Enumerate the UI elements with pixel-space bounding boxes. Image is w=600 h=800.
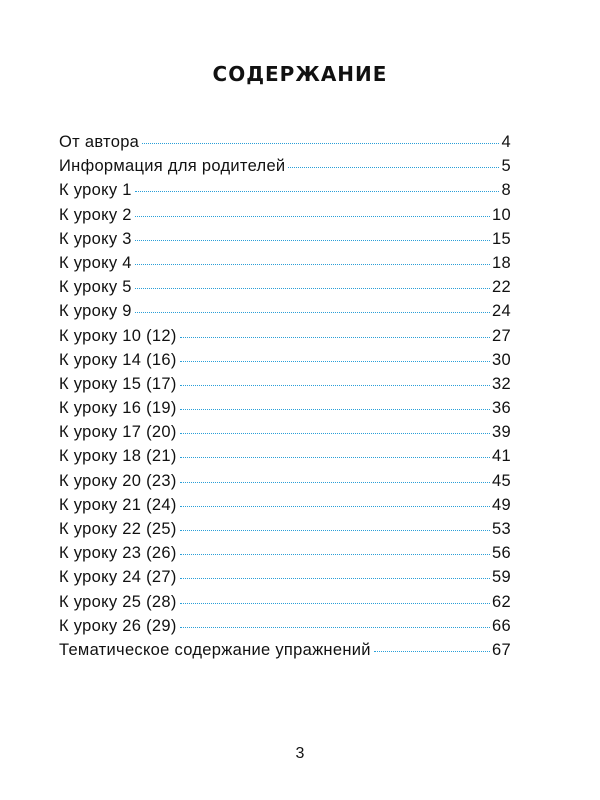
- table-of-contents: [59, 133, 511, 665]
- toc-entry-page: 66: [492, 616, 511, 635]
- dotted-leader: [180, 409, 490, 410]
- toc-entry-page: 15: [492, 229, 511, 248]
- dotted-leader: [180, 554, 490, 555]
- dotted-leader: [180, 482, 490, 483]
- dotted-leader: [180, 530, 490, 531]
- toc-entry-page: 5: [501, 157, 511, 176]
- toc-entry[interactable]: [59, 375, 511, 399]
- toc-entry[interactable]: [59, 617, 511, 641]
- dotted-leader: [180, 433, 490, 434]
- dotted-leader: [180, 627, 490, 628]
- page-number: 3: [295, 745, 305, 762]
- toc-entry[interactable]: [59, 157, 511, 181]
- dotted-leader: [180, 506, 490, 507]
- dotted-leader: [135, 216, 490, 217]
- toc-entry-page: 49: [492, 495, 511, 514]
- toc-entry-label: К уроку 20 (23): [59, 471, 177, 490]
- toc-entry-label: К уроку 9: [59, 302, 132, 321]
- dotted-leader: [374, 651, 490, 652]
- dotted-leader: [180, 603, 490, 604]
- toc-entry[interactable]: [59, 641, 511, 665]
- toc-entry[interactable]: [59, 568, 511, 592]
- toc-entry-page: 32: [492, 374, 511, 393]
- toc-entry-page: 22: [492, 278, 511, 297]
- toc-entry[interactable]: [59, 206, 511, 230]
- toc-entry-page: 30: [492, 350, 511, 369]
- dotted-leader: [180, 385, 490, 386]
- toc-entry[interactable]: [59, 447, 511, 471]
- dotted-leader: [135, 191, 499, 192]
- toc-entry[interactable]: [59, 423, 511, 447]
- toc-entry-page: 59: [492, 568, 511, 587]
- toc-entry-page: 67: [492, 640, 511, 659]
- toc-entry[interactable]: [59, 327, 511, 351]
- toc-entry-page: 39: [492, 423, 511, 442]
- toc-entry[interactable]: [59, 496, 511, 520]
- toc-entry-page: 41: [492, 447, 511, 466]
- dotted-leader: [288, 167, 499, 168]
- toc-entry-page: 53: [492, 520, 511, 538]
- dotted-leader: [135, 264, 490, 265]
- toc-entry-label: К уроку 17 (20): [59, 423, 177, 442]
- toc-entry[interactable]: [59, 472, 511, 496]
- toc-entry-label: От автора: [59, 133, 140, 151]
- dotted-leader: [135, 240, 490, 241]
- toc-entry-label: К уроку 4: [59, 253, 132, 272]
- dotted-leader: [180, 361, 490, 362]
- toc-entry-label: К уроку 15 (17): [59, 374, 177, 393]
- toc-entry-label: К уроку 18 (21): [59, 447, 177, 466]
- toc-entry-page: 10: [492, 205, 511, 224]
- toc-entry[interactable]: [59, 593, 511, 617]
- toc-entry-label: К уроку 25 (28): [59, 592, 177, 611]
- toc-entry[interactable]: [59, 351, 511, 375]
- dotted-leader: [180, 457, 490, 458]
- toc-entry-page: 27: [492, 326, 511, 345]
- toc-entry[interactable]: [59, 399, 511, 423]
- toc-entry[interactable]: [59, 278, 511, 302]
- dotted-leader: [135, 312, 490, 313]
- toc-entry-label: К уроку 21 (24): [59, 495, 177, 514]
- toc-entry-label: К уроку 2: [59, 205, 132, 224]
- toc-entry-page: 45: [492, 471, 511, 490]
- toc-entry-label: К уроку 10 (12): [59, 326, 177, 345]
- toc-entry-page: 4: [501, 133, 511, 151]
- toc-entry[interactable]: [59, 181, 511, 205]
- toc-entry[interactable]: [59, 544, 511, 568]
- toc-entry[interactable]: [59, 520, 511, 544]
- toc-entry-page: 8: [501, 181, 511, 200]
- toc-entry-label: К уроку 16 (19): [59, 399, 177, 418]
- dotted-leader: [135, 288, 490, 289]
- toc-entry-label: Информация для родителей: [59, 157, 286, 176]
- toc-entry-label: К уроку 23 (26): [59, 544, 177, 563]
- toc-entry-page: 62: [492, 592, 511, 611]
- toc-entry-page: 36: [492, 399, 511, 418]
- dotted-leader: [180, 337, 490, 338]
- dotted-leader: [142, 143, 499, 144]
- toc-entry-label: К уроку 3: [59, 229, 132, 248]
- toc-entry[interactable]: [59, 254, 511, 278]
- toc-entry[interactable]: [59, 133, 511, 157]
- toc-entry-page: 56: [492, 544, 511, 563]
- toc-entry-label: Тематическое содержание упражнений: [59, 640, 371, 659]
- toc-entry-page: 24: [492, 302, 511, 321]
- toc-entry-label: К уроку 22 (25): [59, 520, 177, 538]
- page-title: СОДЕРЖАНИЕ: [212, 62, 388, 86]
- toc-entry-page: 18: [492, 253, 511, 272]
- toc-entry-label: К уроку 1: [59, 181, 132, 200]
- toc-entry-label: К уроку 24 (27): [59, 568, 177, 587]
- dotted-leader: [180, 578, 490, 579]
- toc-entry-label: К уроку 26 (29): [59, 616, 177, 635]
- toc-entry-label: К уроку 5: [59, 278, 132, 297]
- toc-entry[interactable]: [59, 230, 511, 254]
- toc-entry[interactable]: [59, 302, 511, 326]
- toc-entry-label: К уроку 14 (16): [59, 350, 177, 369]
